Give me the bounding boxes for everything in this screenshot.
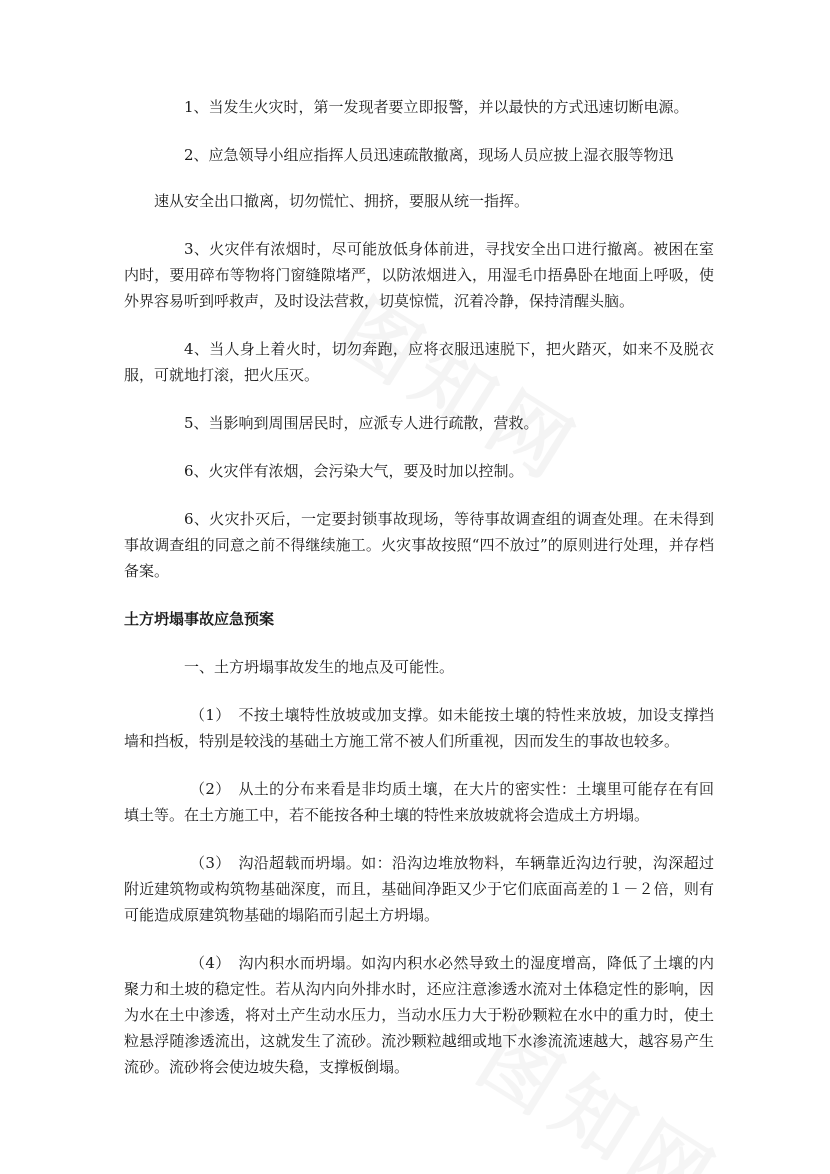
paragraph-fire-3: 3、火灾伴有浓烟时，尽可能放低身体前进，寻找安全出口进行撤离。被困在室内时，要用碎布等物将门窗缝隙堵严，以防浓烟进入，用湿毛巾捂鼻卧在地面上呼吸，使外界容易听到呼救声，及时设法营救，切莫惊慌，沉着冷静，保持清醒头脑。 [124,240,714,310]
paragraph-fire-1: 1、当发生火灾时，第一发现者要立即报警，并以最快的方式迅速切断电源。 [184,98,689,116]
paragraph-fire-7: 6、火灾扑灭后，一定要封锁事故现场，等待事故调查组的调查处理。在未得到事故调查组的同意之前不得继续施工。火灾事故按照“四不放过”的原则进行处理，并存档备案。 [124,510,714,580]
paragraph-collapse-2: （2） 从土的分布来看是非均质土壤，在大片的密实性：土壤里可能存在有回填土等。在土方施工中，若不能按各种土壤的特性来放坡就将会造成土方坍塌。 [124,780,714,824]
paragraph-collapse-intro: 一、土方坍塌事故发生的地点及可能性。 [184,658,455,676]
paragraph-collapse-1: （1） 不按土壤特性放坡或加支撑。如未能按土壤的特性来放坡，加设支撑挡墙和挡板，特别是较浅的基础土方施工常不被人们所重视，因而发生的事故也较多。 [124,706,714,750]
paragraph-collapse-4: （4） 沟内积水而坍塌。如沟内积水必然导致土的湿度增高，降低了土壤的内聚力和土坡的稳定性。若从沟内向外排水时，还应注意渗透水流对土体稳定性的影响，因为水在土中渗透，将对土产生动水压力，当动水压力大于粉砂颗粒在水中的重力时，使土粒悬浮随渗透流出，这就发生了流砂。流沙颗粒越细或地下水渗流流速越大，越容易产生流砂。流砂将会使边坡失稳，支撑板倒塌。 [124,954,714,1076]
paragraph-fire-2-continued: 速从安全出口撤离，切勿慌忙、拥挤，要服从统一指挥。 [154,192,530,210]
document-body [124,94,714,1080]
section-heading: 土方坍塌事故应急预案 [124,610,275,628]
paragraph-fire-4: 4、当人身上着火时，切勿奔跑，应将衣服迅速脱下，把火踏灭，如来不及脱衣服，可就地打滚，把火压灭。 [124,340,714,384]
paragraph-fire-5: 5、当影响到周围居民时，应派专人进行疏散，营救。 [184,414,539,432]
paragraph-fire-2: 2、应急领导小组应指挥人员迅速疏散撤离，现场人员应披上湿衣服等物迅 [184,146,674,164]
paragraph-fire-6: 6、火灾伴有浓烟，会污染大气，要及时加以控制。 [184,462,524,480]
paragraph-collapse-3: （3） 沟沿超载而坍塌。如：沿沟边堆放物料，车辆靠近沟边行驶，沟深超过附近建筑物或构筑物基础深度，而且，基础间净距又少于它们底面高差的１－２倍，则有可能造成原建筑物基础的塌陷而引起土方坍塌。 [124,854,714,924]
